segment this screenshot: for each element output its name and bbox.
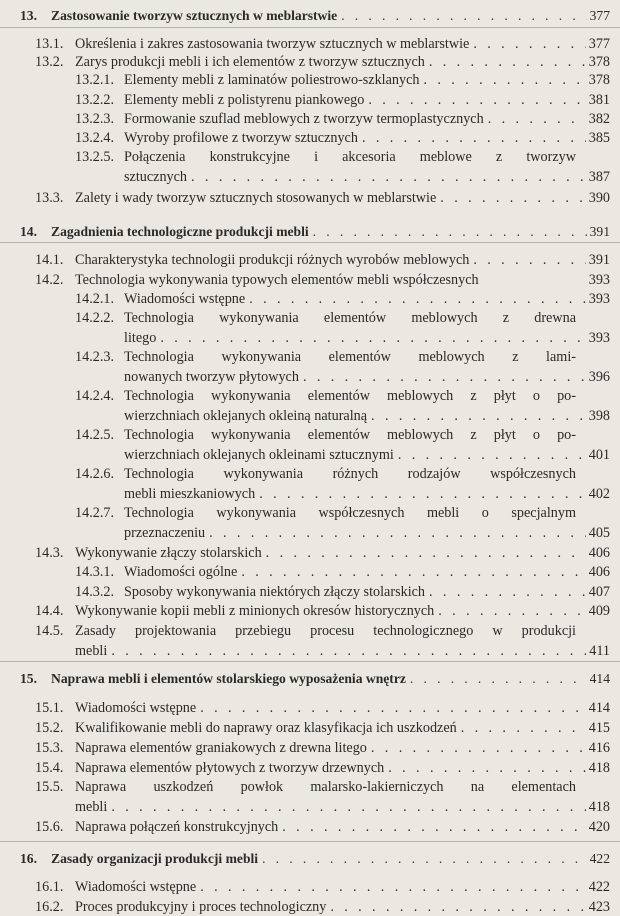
entry-number: 14.2.4. <box>75 388 115 404</box>
entry-title: nowanych tworzyw płytowych <box>124 369 299 385</box>
entry-title: Wiadomości wstępne <box>75 700 197 716</box>
toc-entry <box>75 388 610 405</box>
toc-entry <box>35 252 610 269</box>
entry-title: wierzchniach oklejanych okleinami sztucznymi <box>124 447 394 463</box>
toc-chapter <box>20 850 610 867</box>
page-number: 414 <box>586 700 610 717</box>
entry-title: Proces produkcyjny i proces technologiczny <box>75 899 327 915</box>
toc-entry <box>35 799 610 816</box>
toc-entry <box>75 72 610 89</box>
toc-entry <box>75 330 610 347</box>
entry-number: 14.5. <box>35 623 64 639</box>
entry-title: Naprawa elementów graniakowych z drewna litego <box>75 740 367 756</box>
toc-entry <box>75 486 610 503</box>
page-number: 402 <box>586 486 610 503</box>
dot-leader <box>309 223 610 240</box>
toc-entry <box>75 310 610 327</box>
dot-leader <box>436 190 610 207</box>
page-number: 381 <box>586 92 610 109</box>
entry-title: Kwalifikowanie mebli do naprawy oraz klasyfikacja ich uszkodzeń <box>75 720 457 736</box>
page-number: 418 <box>586 760 610 777</box>
entry-title: Naprawa uszkodzeń powłok malarsko-lakierniczych na elementach <box>75 779 576 795</box>
toc-entry <box>75 349 610 366</box>
entry-number: 14.2.1. <box>75 291 115 307</box>
page-number: 407 <box>586 584 610 601</box>
page-number: 391 <box>586 252 610 269</box>
entry-title: Określenia i zakres zastosowania tworzyw sztucznych w meblarstwie <box>75 36 470 52</box>
entry-number: 14.2.3. <box>75 349 115 365</box>
entry-number: 14. <box>20 224 37 239</box>
dot-leader <box>384 760 610 777</box>
entry-title: Charakterystyka technologii produkcji różnych wyrobów meblowych <box>75 252 470 268</box>
toc-entry <box>35 720 610 737</box>
entry-number: 15. <box>20 671 37 686</box>
page-number: 396 <box>586 369 610 386</box>
section-divider <box>0 661 620 662</box>
entry-title: Zagadnienia technologiczne produkcji mebli <box>51 224 309 239</box>
page-number: 377 <box>586 36 610 53</box>
section-divider <box>0 27 620 28</box>
toc-entry <box>75 427 610 444</box>
toc-entry <box>35 54 610 71</box>
toc-entry <box>75 369 610 386</box>
toc-entry <box>35 899 610 916</box>
entry-number: 15.3. <box>35 740 64 756</box>
dot-leader <box>326 899 610 916</box>
dot-leader <box>196 879 610 896</box>
entry-title: mebli <box>75 799 108 815</box>
toc-entry <box>35 740 610 757</box>
entry-number: 14.2.2. <box>75 310 115 326</box>
toc-entry <box>75 291 610 308</box>
entry-title: Zasady projektowania przebiegu procesu technologicznego w produkcji <box>75 623 576 639</box>
toc-entry <box>75 505 610 522</box>
dot-leader <box>337 7 610 24</box>
section-divider <box>0 242 620 243</box>
entry-number: 14.3.1. <box>75 564 115 580</box>
entry-number: 13.2.3. <box>75 111 115 127</box>
page-number: 420 <box>586 819 610 836</box>
page-number: 406 <box>586 545 610 562</box>
dot-leader <box>196 700 610 717</box>
toc-entry <box>35 36 610 53</box>
entry-title: Zasady organizacji produkcji mebli <box>51 851 259 866</box>
page-number: 378 <box>586 72 610 89</box>
page-number: 393 <box>586 330 610 347</box>
toc-chapter <box>20 670 610 687</box>
toc-chapter <box>20 7 610 24</box>
page-number: 401 <box>586 447 610 464</box>
toc-entry <box>35 779 610 796</box>
page-number: 393 <box>586 291 610 308</box>
dot-leader <box>367 408 610 425</box>
dot-leader <box>262 545 610 562</box>
entry-title: litego <box>124 330 157 346</box>
entry-title: Zalety i wady tworzyw sztucznych stosowanych w meblarstwie <box>75 190 437 206</box>
entry-title: Elementy mebli z polistyrenu piankowego <box>124 92 365 108</box>
page-number: 414 <box>587 670 610 687</box>
entry-number: 14.3.2. <box>75 584 115 600</box>
toc-entry <box>75 169 610 186</box>
entry-title: Wykonywanie kopii mebli z minionych okresów historycznych <box>75 603 435 619</box>
dot-leader <box>425 54 610 71</box>
toc-entry <box>35 190 610 207</box>
entry-title: Zastosowanie tworzyw sztucznych w meblarstwie <box>51 8 338 23</box>
entry-number: 15.1. <box>35 700 64 716</box>
entry-title: Połączenia konstrukcyjne i akcesoria meblowe z tworzyw <box>124 149 576 165</box>
toc-entry <box>35 545 610 562</box>
toc-entry <box>35 700 610 717</box>
entry-title: mebli mieszkaniowych <box>124 486 256 502</box>
toc-entry <box>35 272 610 289</box>
entry-number: 16.2. <box>35 899 64 915</box>
entry-number: 15.2. <box>35 720 64 736</box>
dot-leader <box>278 819 610 836</box>
entry-title: Technologia wykonywania typowych elementów mebli współczesnych <box>75 272 479 288</box>
entry-title: Naprawa połączeń konstrukcyjnych <box>75 819 279 835</box>
entry-number: 13.3. <box>35 190 64 206</box>
dot-leader <box>394 447 610 464</box>
dot-leader <box>299 369 610 386</box>
dot-leader <box>237 564 610 581</box>
entry-title: Technologia wykonywania współczesnych mebli o specjalnym <box>124 505 576 521</box>
entry-number: 15.5. <box>35 779 64 795</box>
entry-number: 15.6. <box>35 819 64 835</box>
entry-number: 14.2.6. <box>75 466 115 482</box>
entry-number: 14.2.5. <box>75 427 115 443</box>
toc-entry <box>35 643 610 660</box>
dot-leader <box>358 130 610 147</box>
toc-entry <box>75 111 610 128</box>
entry-number: 13.2.1. <box>75 72 115 88</box>
toc-entry <box>75 564 610 581</box>
dot-leader <box>107 643 610 660</box>
dot-leader <box>367 740 610 757</box>
page-number: 423 <box>586 899 610 916</box>
dot-leader <box>107 799 610 816</box>
entry-title: Technologia wykonywania elementów meblowych z płyt o po- <box>124 427 576 443</box>
page-number: 390 <box>586 190 610 207</box>
dot-leader <box>434 603 610 620</box>
page-number: 393 <box>586 272 610 289</box>
toc-entry <box>35 819 610 836</box>
toc-entry <box>75 466 610 483</box>
toc-entry <box>75 92 610 109</box>
entry-title: Naprawa mebli i elementów stolarskiego wyposażenia wnętrz <box>51 671 406 686</box>
page-number: 422 <box>586 879 610 896</box>
entry-number: 14.2.7. <box>75 505 115 521</box>
page-number: 405 <box>586 525 610 542</box>
entry-number: 14.3. <box>35 545 64 561</box>
dot-leader <box>406 670 610 687</box>
section-divider <box>0 841 620 842</box>
page-number: 422 <box>587 850 610 867</box>
entry-title: Formowanie szuflad meblowych z tworzyw termoplastycznych <box>124 111 484 127</box>
dot-leader <box>255 486 610 503</box>
dot-leader <box>245 291 610 308</box>
entry-title: Technologia wykonywania elementów meblowych z płyt o po- <box>124 388 576 404</box>
dot-leader <box>205 525 610 542</box>
page-number: 378 <box>586 54 610 71</box>
page-number: 398 <box>586 408 610 425</box>
entry-title: Wiadomości wstępne <box>75 879 197 895</box>
toc-entry <box>35 603 610 620</box>
dot-leader <box>420 72 611 89</box>
entry-title: Technologia wykonywania elementów meblowych z drewna <box>124 310 576 326</box>
entry-title: Naprawa elementów płytowych z tworzyw drzewnych <box>75 760 385 776</box>
toc-entry <box>35 879 610 896</box>
toc-entry <box>35 623 610 640</box>
page-number: 409 <box>586 603 610 620</box>
entry-title: przeznaczeniu <box>124 525 206 541</box>
dot-leader <box>187 169 610 186</box>
page-number: 416 <box>586 740 610 757</box>
toc-entry <box>75 408 610 425</box>
entry-title: Technologia wykonywania elementów meblowych z lami- <box>124 349 576 365</box>
toc-entry <box>35 760 610 777</box>
toc-entry <box>75 149 610 166</box>
entry-number: 15.4. <box>35 760 64 776</box>
entry-title: Elementy mebli z laminatów poliestrowo-szklanych <box>124 72 420 88</box>
entry-number: 13.2. <box>35 54 64 70</box>
entry-title: Zarys produkcji mebli i ich elementów z tworzyw sztucznych <box>75 54 425 70</box>
entry-title: Wiadomości wstępne <box>124 291 246 307</box>
toc-entry <box>75 130 610 147</box>
entry-title: sztucznych <box>124 169 188 185</box>
entry-title: Wyroby profilowe z tworzyw sztucznych <box>124 130 358 146</box>
dot-leader <box>425 584 610 601</box>
dot-leader <box>156 330 610 347</box>
page-number: 385 <box>586 130 610 147</box>
entry-title: Wiadomości ogólne <box>124 564 238 580</box>
entry-number: 13.2.5. <box>75 149 115 165</box>
dot-leader <box>364 92 610 109</box>
page-number: 382 <box>586 111 610 128</box>
page-number: 411 <box>586 643 610 660</box>
entry-title: Sposoby wykonywania niektórych złączy stolarskich <box>124 584 426 600</box>
entry-number: 13. <box>20 8 37 23</box>
entry-number: 13.2.4. <box>75 130 115 146</box>
entry-number: 13.1. <box>35 36 64 52</box>
entry-title: wierzchniach oklejanych okleiną naturalną <box>124 408 368 424</box>
entry-number: 16.1. <box>35 879 64 895</box>
page-number: 418 <box>586 799 610 816</box>
toc-entry <box>75 525 610 542</box>
toc-entry <box>75 584 610 601</box>
entry-title: mebli <box>75 643 108 659</box>
entry-title: Technologia wykonywania różnych rodzajów współczesnych <box>124 466 576 482</box>
page-number: 415 <box>586 720 610 737</box>
entry-number: 14.2. <box>35 272 64 288</box>
entry-number: 16. <box>20 851 37 866</box>
page-number: 391 <box>587 223 610 240</box>
page-number: 406 <box>586 564 610 581</box>
page-number: 377 <box>587 7 610 24</box>
entry-title: Wykonywanie złączy stolarskich <box>75 545 262 561</box>
toc-chapter <box>20 223 610 240</box>
entry-number: 14.4. <box>35 603 64 619</box>
toc-entry <box>75 447 610 464</box>
entry-number: 14.1. <box>35 252 64 268</box>
entry-number: 13.2.2. <box>75 92 115 108</box>
dot-leader <box>258 850 610 867</box>
page-number: 387 <box>586 169 610 186</box>
